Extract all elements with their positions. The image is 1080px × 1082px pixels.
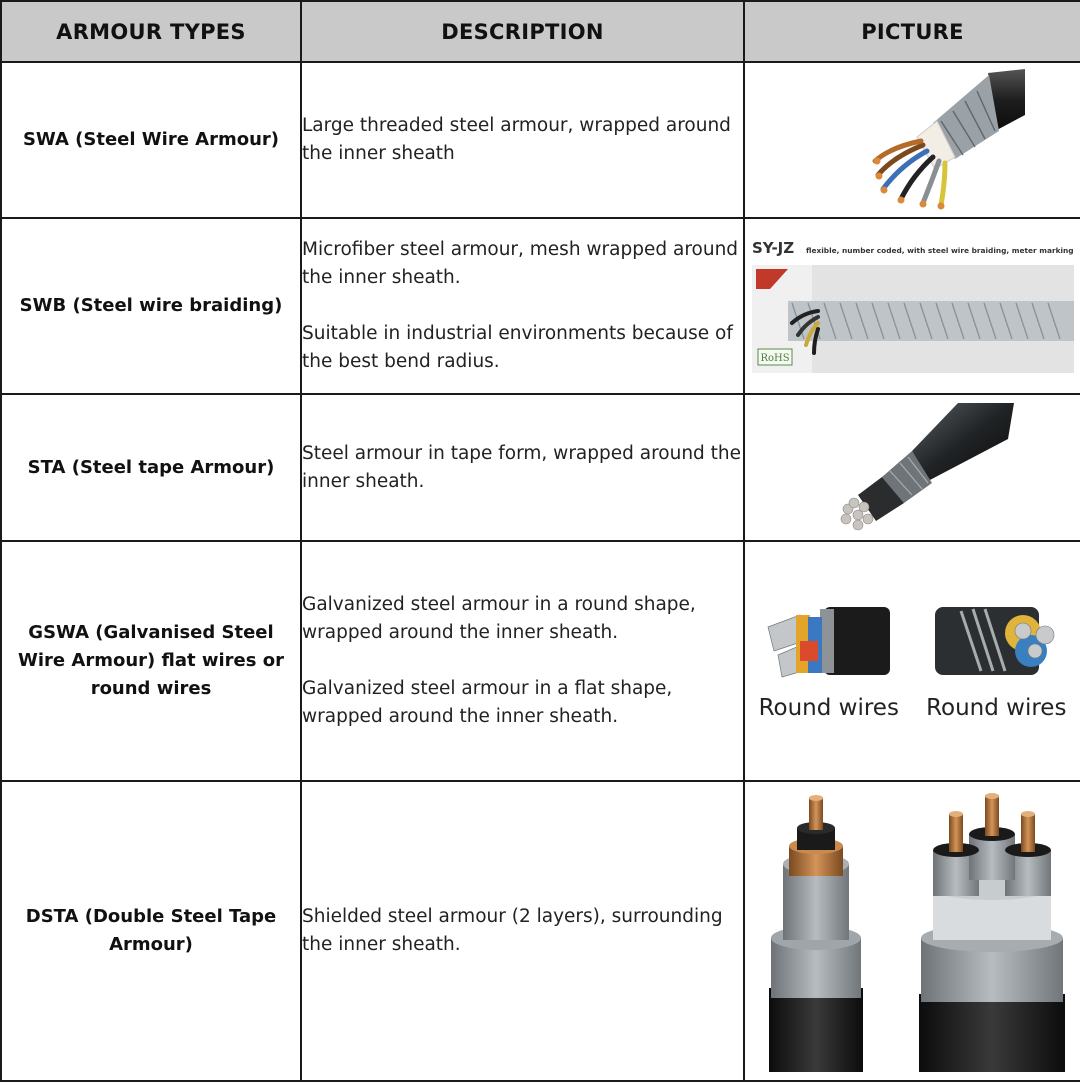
caption-round-wires: Round wires: [758, 695, 899, 721]
header-description: DESCRIPTION: [301, 1, 744, 62]
table-row: [1, 62, 1080, 218]
table-row: [1, 394, 1080, 541]
picture-cell: [744, 394, 1080, 541]
description-cell: [301, 541, 744, 781]
description-text: Large threaded steel armour, wrapped around the inner sheath: [302, 115, 731, 164]
description-text: Galvanized steel armour in a flat shape, wrapped around the inner sheath.: [302, 678, 673, 727]
header-row: [1, 1, 1080, 62]
description-text: Microfiber steel armour, mesh wrapped around the inner sheath.: [302, 239, 739, 288]
sta-cable-image: [808, 399, 1018, 537]
gswa-flat-wire-image: [931, 601, 1061, 681]
table-row: [1, 781, 1080, 1081]
swb-cable-image: [748, 231, 1078, 381]
table-row: [1, 218, 1080, 394]
picture-cell: [744, 541, 1080, 781]
description-text: Shielded steel armour (2 layers), surrounding the inner sheath.: [302, 906, 723, 955]
gswa-round-wire-image: [764, 601, 894, 681]
description-text: Galvanized steel armour in a round shape, wrapped around the inner sheath.: [302, 594, 696, 643]
description-cell: [301, 394, 744, 541]
picture-cell: [744, 62, 1080, 218]
armour-type-cell: SWB (Steel wire braiding): [1, 218, 301, 394]
description-cell: [301, 62, 744, 218]
picture-cell: [744, 218, 1080, 394]
description-text: Suitable in industrial environments because of the best bend radius.: [302, 323, 733, 372]
armour-type-cell: STA (Steel tape Armour): [1, 394, 301, 541]
header-armour-types: ARMOUR TYPES: [1, 1, 301, 62]
swb-product-label: SY-JZ: [751, 239, 794, 257]
description-text: Steel armour in tape form, wrapped around the inner sheath.: [302, 442, 742, 492]
armour-type-cell: GSWA (Galvanised Steel Wire Armour) flat wires or round wires: [1, 541, 301, 781]
armour-type-cell: DSTA (Double Steel Tape Armour): [1, 781, 301, 1081]
swb-product-sublabel: flexible, number coded, with steel wire braiding, meter marking: [805, 246, 1074, 255]
caption-round-wires: Round wires: [926, 695, 1067, 721]
table-row: [1, 541, 1080, 781]
description-cell: [301, 781, 744, 1081]
description-cell: [301, 218, 744, 394]
rohs-badge: RoHS: [759, 353, 790, 364]
armour-type-cell: SWA (Steel Wire Armour): [1, 62, 301, 218]
header-picture: PICTURE: [744, 1, 1080, 62]
dsta-cable-image: [753, 788, 1073, 1074]
picture-cell: [744, 781, 1080, 1081]
swa-cable-image: [763, 65, 1063, 215]
